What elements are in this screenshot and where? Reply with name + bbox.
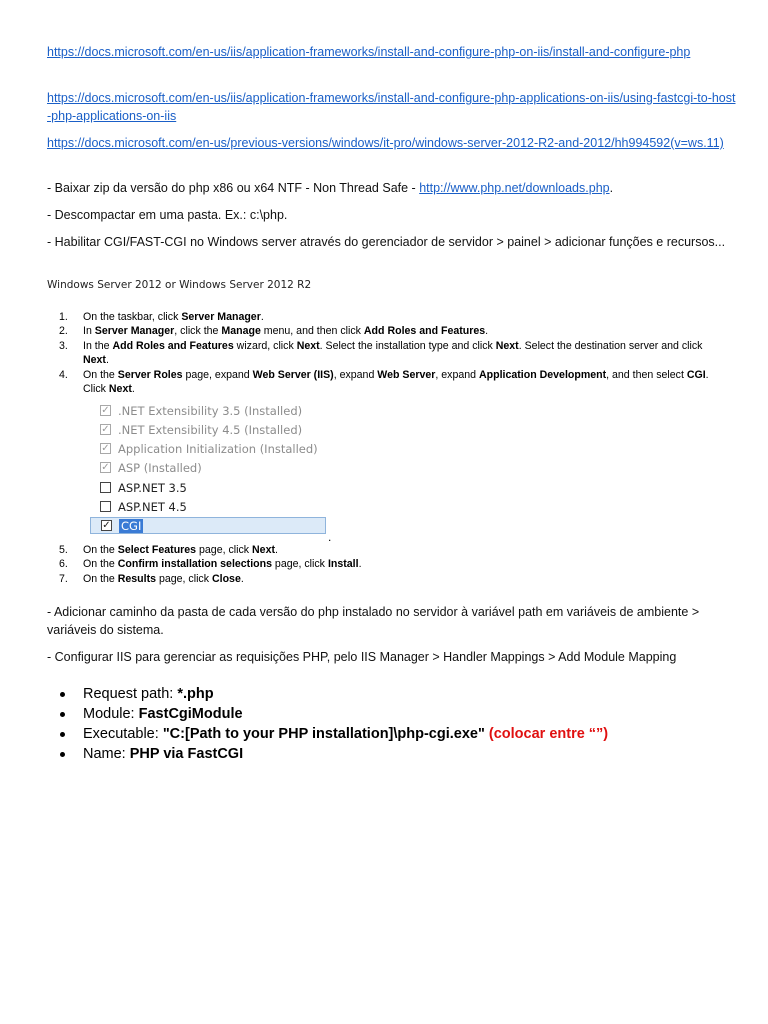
checkbox-checked-icon: ✓ <box>102 520 111 531</box>
checkbox-checked-icon: ✓ <box>101 424 110 435</box>
steps-list-top <box>47 310 717 396</box>
step-6: 6. On the Confirm installation selections page, click Install. <box>59 558 362 571</box>
checkbox-checked-icon: ✓ <box>101 443 110 454</box>
windows-server-heading: Windows Server 2012 or Windows Server 2012 R2 <box>47 279 312 291</box>
feature-asp: ✓ ASP (Installed) <box>101 460 202 475</box>
module-mapping-list <box>60 684 608 764</box>
step-4: 4. On the Server Roles page, expand Web Server (IIS), expand Web Server, expand Application Development, and then select CGI. Click Next. <box>59 368 709 396</box>
feature-net-ext-45: ✓ .NET Extensibility 4.5 (Installed) <box>101 422 303 437</box>
para-unzip: - Descompactar em uma pasta. Ex.: c:\php. <box>47 208 288 222</box>
bullet-request-path: Request path: *.php <box>60 684 608 704</box>
checkbox-unchecked-icon <box>100 501 111 512</box>
link-php-downloads[interactable]: http://www.php.net/downloads.php <box>419 181 610 195</box>
feature-aspnet-35: ASP.NET 3.5 <box>90 479 187 496</box>
checkbox-checked-icon: ✓ <box>101 405 110 416</box>
steps-list-bottom <box>47 543 717 586</box>
para-download-zip <box>47 179 737 197</box>
feature-app-init: ✓ Application Initialization (Installed) <box>101 441 318 456</box>
step-5: 5. On the Select Features page, click Next. <box>59 544 278 556</box>
para-add-path: - Adicionar caminho da pasta de cada versão do php instalado no servidor à variável path em variáveis de ambiente > variáveis do sistema. <box>47 605 700 637</box>
step-1: 1. On the taskbar, click Server Manager. <box>59 311 264 323</box>
feature-aspnet-45: ASP.NET 4.5 <box>90 498 187 515</box>
step-3: 3. In the Add Roles and Features wizard, click Next. Select the installation type and click Next. Select the destination server and click Next. <box>59 339 703 367</box>
para-configure-iis: - Configurar IIS para gerenciar as requisições PHP, pelo IIS Manager > Handler Mappings > Add Module Mapping <box>47 650 677 664</box>
trailing-dot: . <box>328 530 332 544</box>
role-services-screenshot <box>90 400 340 540</box>
link-windows-server-2012[interactable]: https://docs.microsoft.com/en-us/previous-versions/windows/it-pro/windows-server-2012-R2-and-2012/hh994592(v=ws.11) <box>47 136 724 150</box>
bullet-name: Name: PHP via FastCGI <box>60 744 608 764</box>
para-download-zip-text: - Baixar zip da versão do php x86 ou x64 NTF - Non Thread Safe - <box>47 181 420 195</box>
executable-note: (colocar entre “”) <box>488 726 609 742</box>
para-enable-cgi: - Habilitar CGI/FAST-CGI no Windows server através do gerenciador de servidor > painel > adicionar funções e recursos... <box>47 235 726 249</box>
para-download-zip-end: . <box>609 181 614 195</box>
checkbox-checked-icon: ✓ <box>101 462 110 473</box>
feature-cgi: ✓ CGI <box>90 517 326 534</box>
link-using-fastcgi[interactable]: https://docs.microsoft.com/en-us/iis/application-frameworks/install-and-configure-php-applications-on-iis/using-fastcgi-to-host-php-applications-on-iis <box>47 91 736 123</box>
step-2: 2. In Server Manager, click the Manage menu, and then click Add Roles and Features. <box>59 325 489 338</box>
feature-net-ext-35: ✓ .NET Extensibility 3.5 (Installed) <box>101 403 303 418</box>
link-install-configure-php[interactable]: https://docs.microsoft.com/en-us/iis/application-frameworks/install-and-configure-php-on-iis/install-and-configure-php <box>47 45 691 59</box>
bullet-module: Module: FastCgiModule <box>60 704 608 724</box>
step-7: 7. On the Results page, click Close. <box>59 572 244 585</box>
bullet-executable: Executable: "C:[Path to your PHP installation]\php-cgi.exe" (colocar entre “”) <box>60 724 608 744</box>
checkbox-unchecked-icon <box>100 482 111 493</box>
